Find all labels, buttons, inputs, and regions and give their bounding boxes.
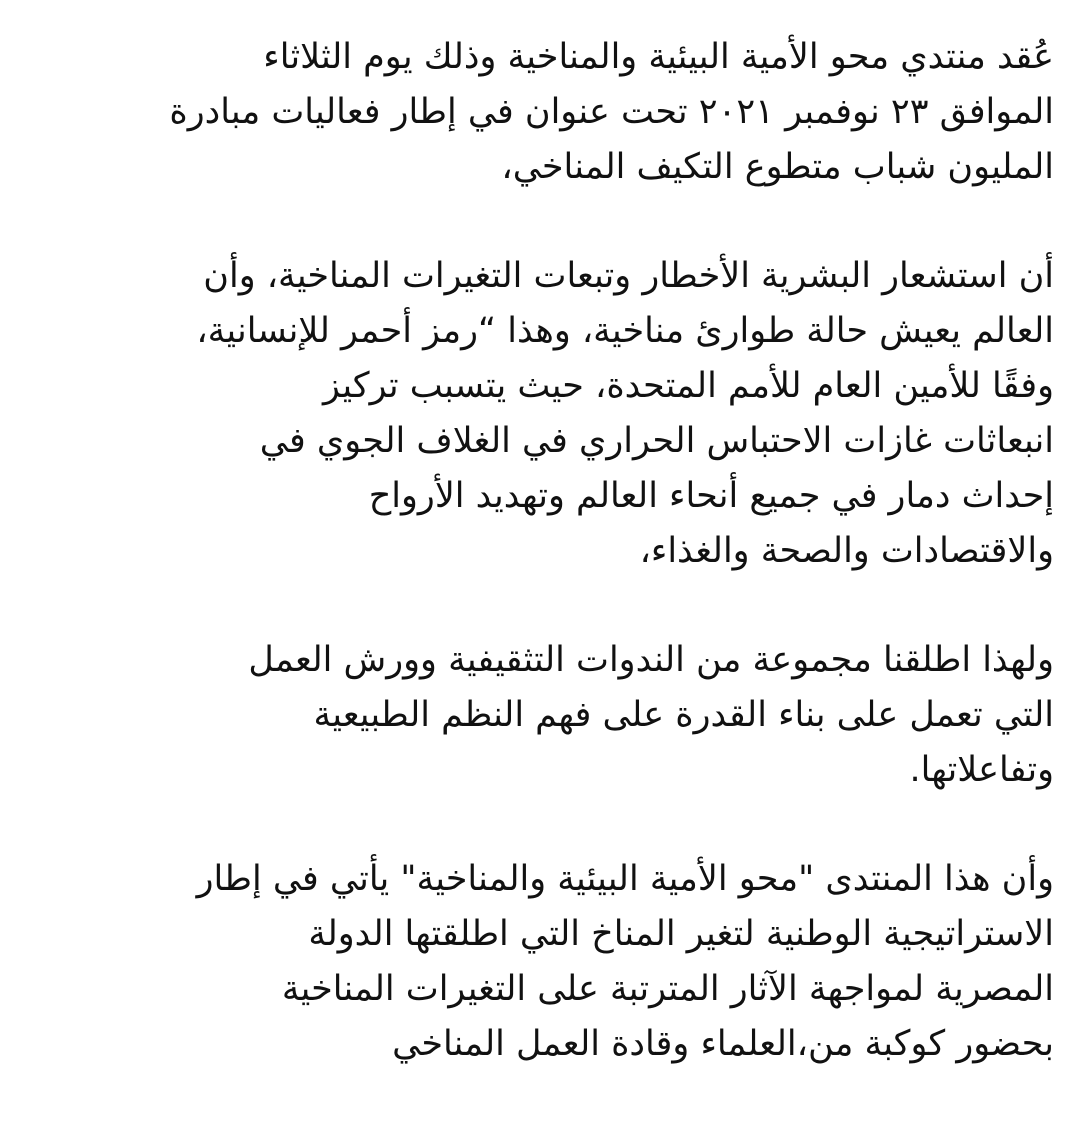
article-body: [14, 30, 1054, 1072]
text-line: الاستراتيجية الوطنية لتغير المناخ التي اطلقتها الدولة: [308, 914, 1054, 954]
text-line: المليون شباب متطوع التكيف المناخي،: [501, 147, 1054, 187]
text-line: ولهذا اطلقنا مجموعة من الندوات التثقيفية وورش العمل: [248, 640, 1054, 680]
text-line: إحداث دمار في جميع أنحاء العالم وتهديد الأرواح: [368, 476, 1054, 516]
text-line: وتفاعلاتها.: [909, 750, 1054, 790]
text-line: والاقتصادات والصحة والغذاء،: [639, 531, 1054, 571]
text-line: العالم يعيش حالة طوارئ مناخية، وهذا “رمز أحمر للإنسانية،: [196, 311, 1054, 351]
paragraph-1: [14, 30, 1054, 195]
text-line: المصرية لمواجهة الآثار المترتبة على التغيرات المناخية: [281, 969, 1054, 1009]
text-line: انبعاثات غازات الاحتباس الحراري في الغلاف الجوي في: [259, 421, 1054, 461]
text-line: أن استشعار البشرية الأخطار وتبعات التغيرات المناخية، وأن: [203, 256, 1054, 296]
paragraph-2: [14, 249, 1054, 579]
text-line: بحضور كوكبة من،العلماء وقادة العمل المناخي: [392, 1024, 1054, 1064]
paragraph-4: [14, 852, 1054, 1072]
text-line: الموافق ٢٣ نوفمبر ٢٠٢١ تحت عنوان في إطار فعاليات مبادرة: [169, 92, 1054, 132]
text-line: وفقًا للأمين العام للأمم المتحدة، حيث يتسبب تركيز: [323, 366, 1054, 406]
text-line: وأن هذا المنتدى "محو الأمية البيئية والمناخية" يأتي في إطار: [196, 859, 1054, 899]
text-line: التي تعمل على بناء القدرة على فهم النظم الطبيعية: [313, 695, 1054, 735]
paragraph-3: [14, 633, 1054, 798]
text-line: عُقد منتدي محو الأمية البيئية والمناخية وذلك يوم الثلاثاء: [263, 37, 1054, 77]
